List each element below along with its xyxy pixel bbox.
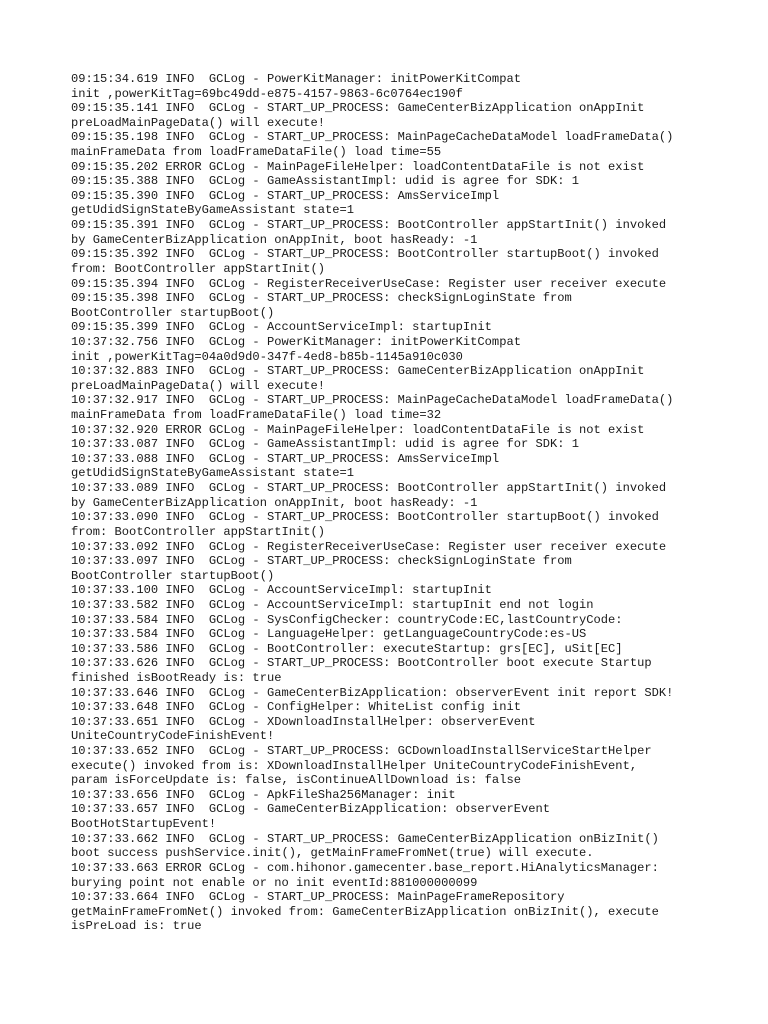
log-line: 09:15:35.391 INFO GCLog - START_UP_PROCESS: BootController appStartInit() invoked — [71, 218, 667, 233]
log-line: 10:37:33.646 INFO GCLog - GameCenterBizApplication: observerEvent init report SDK! — [71, 685, 674, 700]
log-line: init ,powerKitTag=04a0d9d0-347f-4ed8-b85b-1145a910c030 — [71, 349, 463, 364]
log-line: 09:15:35.399 INFO GCLog - AccountServiceImpl: startupInit — [71, 320, 492, 335]
log-line: 10:37:33.586 INFO GCLog - BootController: executeStartup: grs[EC], uSit[EC] — [71, 641, 623, 656]
log-line: 10:37:33.089 INFO GCLog - START_UP_PROCESS: BootController appStartInit() invoked — [71, 481, 667, 496]
log-line: 10:37:33.090 INFO GCLog - START_UP_PROCESS: BootController startupBoot() invoked — [71, 510, 659, 525]
log-line: 09:15:35.388 INFO GCLog - GameAssistantImpl: udid is agree for SDK: 1 — [71, 174, 580, 189]
log-line: mainFrameData from loadFrameDataFile() load time=55 — [71, 145, 442, 160]
log-line: 10:37:32.917 INFO GCLog - START_UP_PROCESS: MainPageCacheDataModel loadFrameData() — [71, 393, 674, 408]
log-line: 10:37:32.920 ERROR GCLog - MainPageFileHelper: loadContentDataFile is not exist — [71, 422, 645, 437]
log-line: 10:37:33.088 INFO GCLog - START_UP_PROCESS: AmsServiceImpl — [71, 451, 500, 466]
log-line: 09:15:35.202 ERROR GCLog - MainPageFileHelper: loadContentDataFile is not exist — [71, 159, 645, 174]
log-line: 10:37:33.657 INFO GCLog - GameCenterBizApplication: observerEvent — [71, 802, 550, 817]
log-line: 09:15:35.392 INFO GCLog - START_UP_PROCESS: BootController startupBoot() invoked — [71, 247, 659, 262]
log-line: 10:37:33.092 INFO GCLog - RegisterReceiverUseCase: Register user receiver execute — [71, 539, 667, 554]
log-line: boot success pushService.init(), getMainFrameFromNet(true) will execute. — [71, 846, 594, 861]
log-line: 09:15:35.198 INFO GCLog - START_UP_PROCESS: MainPageCacheDataModel loadFrameData() — [71, 130, 674, 145]
log-line: BootController startupBoot() — [71, 568, 275, 583]
log-line: 09:15:35.390 INFO GCLog - START_UP_PROCESS: AmsServiceImpl — [71, 188, 500, 203]
log-line: from: BootController appStartInit() — [71, 524, 326, 539]
log-line: 10:37:33.087 INFO GCLog - GameAssistantImpl: udid is agree for SDK: 1 — [71, 437, 580, 452]
log-line: by GameCenterBizApplication onAppInit, boot hasReady: -1 — [71, 232, 478, 247]
log-line: finished isBootReady is: true — [71, 670, 282, 685]
log-line: param isForceUpdate is: false, isContinueAllDownload is: false — [71, 773, 521, 788]
log-line: BootHotStartupEvent! — [71, 817, 217, 832]
log-line: 10:37:33.648 INFO GCLog - ConfigHelper: WhiteList config init — [71, 700, 521, 715]
log-line: mainFrameData from loadFrameDataFile() load time=32 — [71, 408, 442, 423]
log-line: UniteCountryCodeFinishEvent! — [71, 729, 275, 744]
log-line: 09:15:34.619 INFO GCLog - PowerKitManager: initPowerKitCompat — [71, 72, 521, 86]
log-line: 10:37:33.626 INFO GCLog - START_UP_PROCESS: BootController boot execute Startup — [71, 656, 652, 671]
log-line: BootController startupBoot() — [71, 305, 275, 320]
log-line: 10:37:33.582 INFO GCLog - AccountServiceImpl: startupInit end not login — [71, 597, 594, 612]
log-line: 10:37:33.652 INFO GCLog - START_UP_PROCESS: GCDownloadInstallServiceStartHelper — [71, 744, 652, 759]
log-line: getUdidSignStateByGameAssistant state=1 — [71, 466, 355, 481]
log-line: burying point not enable or no init eventId:881000000099 — [71, 875, 478, 890]
log-line: 10:37:33.651 INFO GCLog - XDownloadInstallHelper: observerEvent — [71, 714, 536, 729]
log-line: 10:37:33.662 INFO GCLog - START_UP_PROCESS: GameCenterBizApplication onBizInit() — [71, 831, 659, 846]
log-line: preLoadMainPageData() will execute! — [71, 115, 326, 130]
log-line: 09:15:35.141 INFO GCLog - START_UP_PROCESS: GameCenterBizApplication onAppInit — [71, 101, 645, 116]
log-line: getUdidSignStateByGameAssistant state=1 — [71, 203, 355, 218]
log-line: 10:37:33.097 INFO GCLog - START_UP_PROCESS: checkSignLoginState from — [71, 554, 572, 569]
log-line: 10:37:33.584 INFO GCLog - LanguageHelper: getLanguageCountryCode:es-US — [71, 627, 587, 642]
log-line: 09:15:35.394 INFO GCLog - RegisterReceiverUseCase: Register user receiver execute — [71, 276, 667, 291]
log-line: from: BootController appStartInit() — [71, 261, 326, 276]
log-text-block — [71, 72, 711, 934]
log-line: 10:37:33.656 INFO GCLog - ApkFileSha256Manager: init — [71, 787, 456, 802]
log-line: by GameCenterBizApplication onAppInit, boot hasReady: -1 — [71, 495, 478, 510]
log-line: 10:37:33.664 INFO GCLog - START_UP_PROCESS: MainPageFrameRepository — [71, 890, 565, 905]
log-line: preLoadMainPageData() will execute! — [71, 378, 326, 393]
log-line: isPreLoad is: true — [71, 919, 202, 934]
log-line: 10:37:33.663 ERROR GCLog - com.hihonor.gamecenter.base_report.HiAnalyticsManager: — [71, 860, 659, 875]
log-line: 10:37:33.100 INFO GCLog - AccountServiceImpl: startupInit — [71, 583, 492, 598]
log-line: 10:37:32.756 INFO GCLog - PowerKitManager: initPowerKitCompat — [71, 334, 521, 349]
log-line: getMainFrameFromNet() invoked from: GameCenterBizApplication onBizInit(), execute — [71, 904, 659, 919]
log-line: init ,powerKitTag=69bc49dd-e875-4157-9863-6c0764ec190f — [71, 86, 463, 101]
log-line: 10:37:33.584 INFO GCLog - SysConfigChecker: countryCode:EC,lastCountryCode: — [71, 612, 623, 627]
log-line: 10:37:32.883 INFO GCLog - START_UP_PROCESS: GameCenterBizApplication onAppInit — [71, 364, 645, 379]
log-line: 09:15:35.398 INFO GCLog - START_UP_PROCESS: checkSignLoginState from — [71, 291, 572, 306]
log-line: execute() invoked from is: XDownloadInstallHelper UniteCountryCodeFinishEvent, — [71, 758, 638, 773]
